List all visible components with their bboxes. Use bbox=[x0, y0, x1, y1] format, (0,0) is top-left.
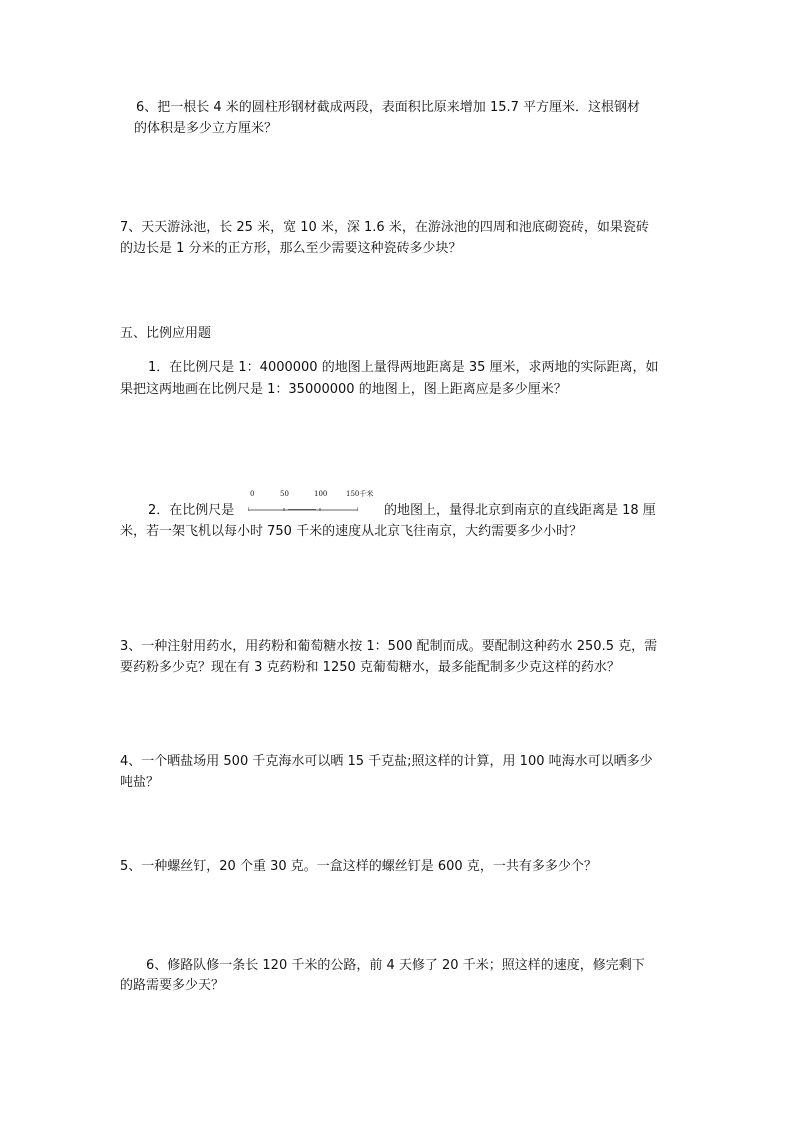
scale-label-150: 150千米 bbox=[346, 490, 374, 498]
p2-line-2: 米，若一架飞机以每小时 750 千米的速度从北京飞往南京，大约需要多少小时？ bbox=[120, 524, 583, 539]
scale-label-0: 0 bbox=[250, 490, 255, 498]
scale-bar-figure bbox=[242, 490, 382, 520]
p5-line-1: 5、一种螺丝钉，20 个重 30 克。一盒这样的螺丝钉是 600 克，一共有多多少个？ bbox=[120, 859, 597, 874]
scale-label-100: 100 bbox=[314, 490, 328, 498]
q7-line-1: 7、天天游泳池，长 25 米，宽 10 米，深 1.6 米，在游泳池的四周和池底砌瓷砖，如果瓷砖 bbox=[120, 220, 649, 235]
p3-line-2: 要药粉多少克？现在有 3 克药粉和 1250 克葡萄糖水，最多能配制多少克这样的药水？ bbox=[120, 660, 620, 675]
q6-line-1: 6、把一根长 4 米的圆柱形钢材截成两段，表面积比原来增加 15.7 平方厘米．这根钢材 bbox=[136, 100, 641, 115]
p4-line-2: 吨盐？ bbox=[120, 775, 160, 790]
p3-line-1: 3、一种注射用药水，用药粉和葡萄糖水按 1：500 配制而成。要配制这种药水 250.5 克，需 bbox=[120, 639, 658, 654]
scale-ruler-icon bbox=[248, 507, 358, 511]
p2-line-1-prefix: 2．在比例尺是 bbox=[148, 503, 235, 518]
p4-line-1: 4、一个晒盐场用 500 千克海水可以晒 15 千克盐;照这样的计算，用 100 吨海水可以晒多少 bbox=[120, 754, 653, 769]
p1-line-1: 1．在比例尺是 1：4000000 的地图上量得两地距离是 35 厘米，求两地的实际距离，如 bbox=[148, 360, 659, 375]
p2-line-1-suffix: 的地图上，量得北京到南京的直线距离是 18 厘 bbox=[384, 503, 656, 518]
p6-line-1: 6、修路队修一条长 120 千米的公路，前 4 天修了 20 千米；照这样的速度，修完剩下 bbox=[146, 958, 645, 973]
section-title: 五、比例应用题 bbox=[120, 326, 212, 341]
scale-label-50: 50 bbox=[280, 490, 289, 498]
p1-line-2: 果把这两地画在比例尺是 1：35000000 的地图上，图上距离应是多少厘米？ bbox=[120, 382, 567, 397]
p6-line-2: 的路需要多少天？ bbox=[120, 978, 225, 993]
q6-line-2: 的体积是多少立方厘米？ bbox=[134, 121, 278, 136]
q7-line-2: 的边长是 1 分米的正方形，那么至少需要这种瓷砖多少块？ bbox=[120, 241, 462, 256]
